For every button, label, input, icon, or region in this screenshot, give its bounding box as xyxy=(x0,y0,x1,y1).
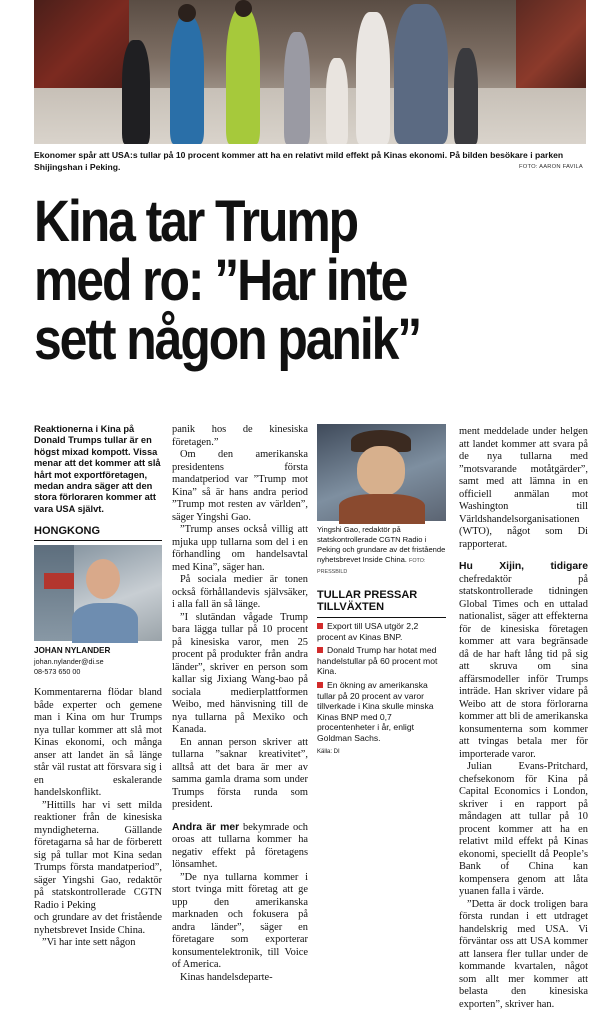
photo-person-head xyxy=(178,4,196,22)
source-photo xyxy=(317,424,446,521)
body-paragraph: ”Vi har inte sett någon xyxy=(34,937,162,950)
author-photo xyxy=(34,545,162,641)
column-2 xyxy=(172,424,308,984)
hero-caption: Ekonomer spår att USA:s tullar på 10 procent kommer att ha en relativt mild effekt på Kinas ekonomi. På bilden besökare i parken Shijingshan i Peking. xyxy=(34,149,586,173)
body-paragraph: Kommentarerna flödar bland både experter och gemene man i Kina om hur Trumps nya tullar kommer att slå mot Kinas ekonomi, och många anser att landet än så länge står väl rustat att försvara sig i en eskalerande handelskonflikt. xyxy=(34,687,162,800)
byline-phone: 08-573 650 00 xyxy=(34,667,162,677)
photo-person xyxy=(122,40,150,144)
byline-email[interactable]: johan.nylander@di.se xyxy=(34,657,162,667)
photo-ground xyxy=(34,88,586,144)
factbox-item: Export till USA utgör 2,2 procent av Kinas BNP. xyxy=(317,621,446,642)
source-photo-caption: Yingshi Gao, redaktör på statskontrollerade CGTN Radio i Peking och grundare av det fristående nyhetsbrevet Inside China. FOTO: PRESSBILD xyxy=(317,525,446,577)
factbox xyxy=(317,589,446,758)
column-3 xyxy=(317,424,446,758)
photo-person xyxy=(394,4,448,144)
headline-line: med ro: ”Har inte xyxy=(34,251,584,310)
column-1 xyxy=(34,424,162,950)
factbox-item: Donald Trump har hotat med handelstullar på 60 procent mot Kina. xyxy=(317,645,446,677)
dateline: HONGKONG xyxy=(34,525,162,541)
body-paragraph: Hu Xijin, tidigare chefredaktör på statskontrollerade tidningen Global Times och en uttalad nationalist, säger att effekterna för de kinesiska företagen kommer att vara begränsade då de har haft lång tid på sig att skruva om sina affärsmodeller inför Trumps inträde. Han skriver vidare på Weibo att de stora förlorarna kommer att bli de amerikanska konsumenterna som kommer att tvingas betala mer för importerade varor. xyxy=(459,561,588,761)
body-paragraph: ”Detta är dock troligen bara första rundan i ett utdraget handelskrig med USA. Vi förväntar oss att USA kommer att lansera fler tullar under de kommande kvartalen, något som allt mer kommer att belasta den kinesiska exporten”, skriver han. xyxy=(459,899,588,1011)
column-4 xyxy=(459,426,588,1011)
body-paragraph: Kinas handelsdeparte- xyxy=(172,972,308,985)
bullet-square-icon xyxy=(317,682,323,688)
body-paragraph: ”Hittills har vi sett milda reaktioner från de kinesiska myndigheterna. Gällande företagarna så har de förberett sig på tullar mot Kina sedan Trumps första mandatperiod”, säger Yingshi Gao, redaktör på statskontrollerade CGTN Radio i Peking xyxy=(34,800,162,913)
body-paragraph: Om den amerikanska presidentens första mandatperiod var ”Trump mot Kina” så är hans andra period ”Trump mot resten av världen”, säger Yingshi Gao. xyxy=(172,449,308,524)
hero-photo xyxy=(34,0,586,144)
body-paragraph: På sociala medier är tonen också förhållandevis självsäker, i alla fall än så länge. xyxy=(172,574,308,612)
headline xyxy=(34,192,584,369)
hero-photo-credit: FOTO: AARON FAVILA xyxy=(519,164,583,170)
headline-line: sett någon panik” xyxy=(34,310,584,369)
photo-person xyxy=(284,32,310,144)
photo-person xyxy=(356,12,390,144)
photo-person xyxy=(454,48,478,144)
paragraph-lead-in: Andra är mer xyxy=(172,822,239,833)
body-paragraph: En annan person skriver att tullarna ”saknar kreativitet”, alltså att det bara är mer av samma gamla drama som under Trumps första runda som president. xyxy=(172,737,308,812)
photo-person xyxy=(226,8,260,144)
factbox-item: En ökning av amerikanska tullar på 20 procent av varor tillverkade i Kina skulle minska Kinas BNP med 0,7 procentenheter i år, enligt Goldman Sachs. xyxy=(317,680,446,744)
factbox-title: TULLAR PRESSAR TILLVÄXTEN xyxy=(317,589,446,618)
body-paragraph: ”De nya tullarna kommer i stort tvinga mitt företag att ge upp den amerikanska marknaden och fokusera på andra länder”, säger en företagare som exporterar konsumentelektronik, till Voice of America. xyxy=(172,872,308,972)
body-paragraph: panik hos de kinesiska företagen.” xyxy=(172,424,308,449)
body-paragraph: ment meddelade under helgen att landet kommer att svara på de nya tullarna med ”motsvarande motåtgärder”, samt med att lämna in en officiell anmälan mot Washington till Världshandelsorganisationen (WTO), något som Di rapporterat. xyxy=(459,426,588,551)
body-paragraph: ”I slutändan vågade Trump bara lägga tullar på 10 procent på kinesiska varor, men 25 procent på produkter från andra länder”, skriver en person som kallar sig Jixiang Wang-bao på sociala medierplattformen Weibo, med hänvisning till de nya tullarna på Mexiko och Kanada. xyxy=(172,612,308,737)
photo-person-head xyxy=(235,0,252,17)
body-paragraph: och grundare av det fristående nyhetsbrevet Inside China. xyxy=(34,912,162,937)
lede: Reaktionerna i Kina på Donald Trumps tullar är en högst mixad kompott. Vissa menar att det kommer att slå hårt mot exportföretagen, medan andra säger att den stora förloraren kommer att vara USA självt. xyxy=(34,424,162,515)
headline-line: Kina tar Trump xyxy=(34,192,584,251)
paragraph-lead-in: Hu Xijin, tidigare xyxy=(459,561,588,572)
body-paragraph: Julian Evans-Pritchard, chefsekonom för Kina på Capital Economics i London, skriver i en rapport på måndagen att tullar på 10 procent kommer att ha en relativt mild effekt på Kinas ekonomi, speciellt då People’s Bank of China kan kompensera genom att låta yuanen falla i värde. xyxy=(459,761,588,899)
bullet-square-icon xyxy=(317,623,323,629)
body-paragraph: Andra är mer bekymrade och oroas att tullarna kommer ha negativ effekt på företagens lönsamhet. xyxy=(172,822,308,872)
bullet-square-icon xyxy=(317,647,323,653)
source-photo-credit: FOTO: PRESSBILD xyxy=(317,558,425,575)
photo-person xyxy=(326,58,348,144)
factbox-source: Källa: DI xyxy=(317,746,446,759)
photo-person xyxy=(170,16,204,144)
byline-name: JOHAN NYLANDER xyxy=(34,645,162,658)
body-paragraph: ”Trump anses också villig att mjuka upp tullarna som del i en förhandling om handelsavtal med Kina”, säger han. xyxy=(172,524,308,574)
